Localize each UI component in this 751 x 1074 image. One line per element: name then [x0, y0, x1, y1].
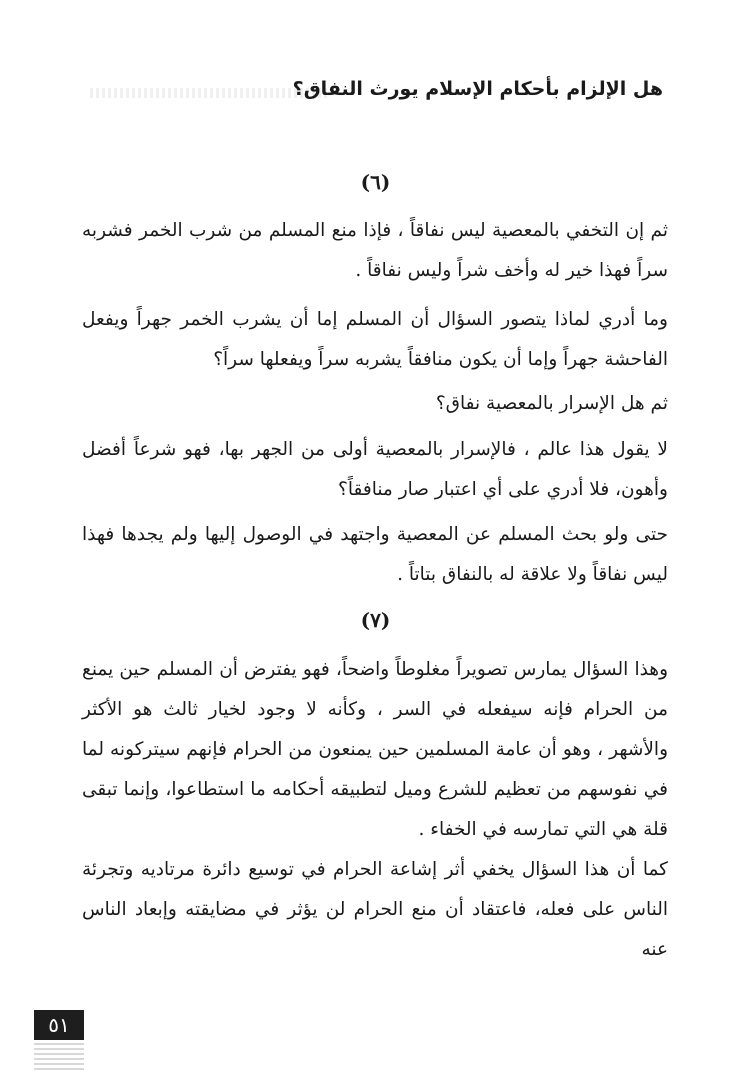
running-header: هل الإلزام بأحكام الإسلام يورث النفاق؟ — [292, 78, 663, 100]
paragraph-4: لا يقول هذا عالم ، فالإسرار بالمعصية أولى من الجهر بها، فهو شرعاً أفضل وأهون، فلا أدري على أي اعتبار صار منافقاً؟ — [82, 439, 668, 500]
section-number-7: (٧) — [360, 608, 391, 632]
paragraph-2: وما أدري لماذا يتصور السؤال أن المسلم إما أن يشرب الخمر جهراً ويفعل الفاحشة جهراً وإما أن يكون منافقاً يشربه سراً ويفعلها سراً؟ — [82, 309, 668, 370]
page-number-decoration — [34, 1040, 84, 1070]
paragraph-6: وهذا السؤال يمارس تصويراً مغلوطاً واضحاً، فهو يفترض أن المسلم حين يمنع من الحرام فإنه سيفعله في السر ، وكأنه لا وجود لخيار ثالث هو الأكثر والأشهر ، وهو أن عامة المسلمين حين يمنعون من الحرام فإنهم سيتركونه لما في نفوسهم من تعظيم للشرع وميل لتطبيقه أحكامه ما استطاعوا، وإنما تبقى قلة هي التي تمارسه في الخفاء . — [82, 659, 668, 840]
paragraph-1: ثم إن التخفي بالمعصية ليس نفاقاً ، فإذا منع المسلم من شرب الخمر فشربه سراً فهذا خير له وأخف شراً وليس نفاقاً . — [82, 220, 668, 281]
paragraph-5: حتى ولو بحث المسلم عن المعصية واجتهد في الوصول إليها ولم يجدها فهذا ليس نفاقاً ولا علاقة له بالنفاق بتاتاً . — [82, 524, 668, 585]
paragraph-3: ثم هل الإسرار بالمعصية نفاق؟ — [435, 393, 668, 414]
section-number-6: (٦) — [360, 170, 391, 194]
page-number: ٥١ — [34, 1010, 84, 1040]
paragraph-7: كما أن هذا السؤال يخفي أثر إشاعة الحرام في توسيع دائرة مرتاديه وتجرئة الناس على فعله، فاعتقاد أن منع الحرام لن يؤثر في مضايقته وإبعاد الناس عنه — [82, 859, 668, 960]
